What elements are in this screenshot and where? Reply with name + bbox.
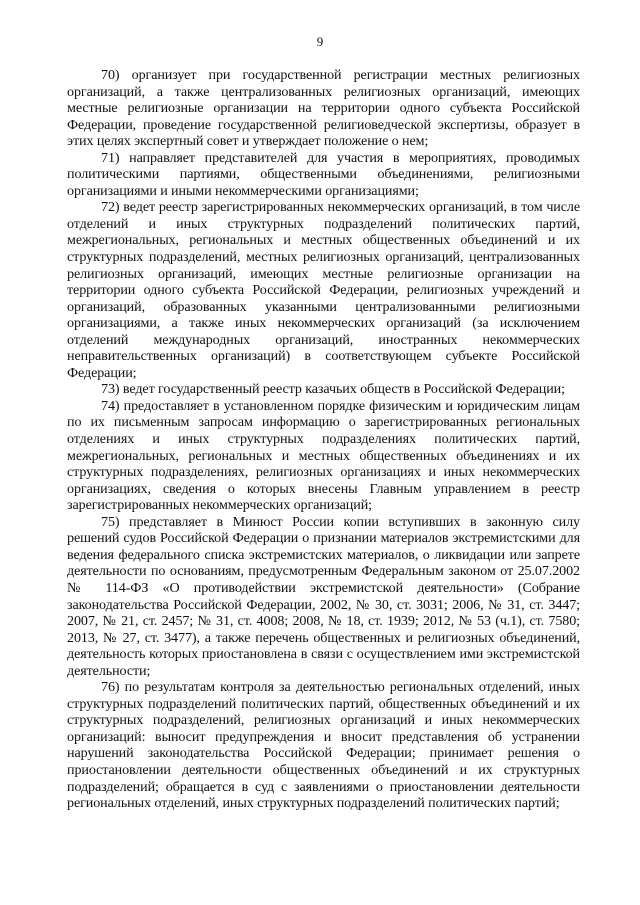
page-number: 9 <box>316 34 324 49</box>
paragraph-72: 72) ведет реестр зарегистрированных некоммерческих организаций, в том числе отделений и иных структурных подразделений политических партий, межрегиональных, региональных и местных общественных объединений и их структурных подразделений, местных религиозных организаций, централизованных религиозных организаций, имеющих местные религиозные организации на территории одного субъекта Российской Федерации, религиозных учреждений и организаций, образованных указанными централизованными религиозными организациями, а также иных некоммерческих организаций (за исключением отделений международных организаций, иностранных некоммерческих неправительственных организаций) в соответствующем субъекте Российской Федерации; <box>67 199 580 381</box>
paragraph-75: 75) представляет в Минюст России копии вступивших в законную силу решений судов Российской Федерации о признании материалов экстремистскими для ведения федерального списка экстремистских материалов, о ликвидации или запрете деятельности по основаниям, предусмотренным Федеральным законом от 25.07.2002 № 114-ФЗ «О противодействии экстремистской деятельности» (Собрание законодательства Российской Федерации, 2002, № 30, ст. 3031; 2006, № 31, ст. 3447; 2007, № 21, ст. 2457; № 31, ст. 4008; 2008, № 18, ст. 1939; 2012, № 53 (ч.1), ст. 7580; 2013, № 27, ст. 3477), а также перечень общественных и религиозных объединений, деятельность которых приостановлена в связи с осуществлением ими экстремистской деятельности; <box>67 513 580 679</box>
paragraph-74: 74) предоставляет в установленном порядке физическим и юридическим лицам по их письменным запросам информацию о зарегистрированных региональных отделениях и иных структурных подразделениях политических партий, межрегиональных, региональных и местных общественных объединениях и их структурных подразделениях, религиозных организациях и иных некоммерческих организациях, сведения о которых внесены Главным управлением в реестр зарегистрированных некоммерческих организаций; <box>67 397 580 514</box>
paragraph-73: 73) ведет государственный реестр казачьих обществ в Российской Федерации; <box>101 381 565 398</box>
document-body <box>67 67 580 812</box>
paragraph-70: 70) организует при государственной регистрации местных религиозных организаций, а также централизованных религиозных организаций, имеющих местные религиозные организации на территории одного субъекта Российской Федерации, проведение государственной религиоведческой экспертизы, образует в этих целях экспертный совет и утверждает положение о нем; <box>67 67 580 150</box>
paragraph-76: 76) по результатам контроля за деятельностью региональных отделений, иных структурных подразделений политических партий, общественных объединений и их структурных подразделений, религиозных организаций и иных некоммерческих организаций: выносит предупреждения и вносит представления об устранении нарушений законодательства Российской Федерации; принимает решения о приостановлении деятельности общественных объединений и их структурных подразделений; обращается в суд с заявлениями о приостановлении деятельности региональных отделений, иных структурных подразделений политических партий; <box>67 679 580 812</box>
paragraph-71: 71) направляет представителей для участия в мероприятиях, проводимых политическими партиями, общественными объединениями, религиозными организациями и иными некоммерческими организациями; <box>67 149 580 199</box>
